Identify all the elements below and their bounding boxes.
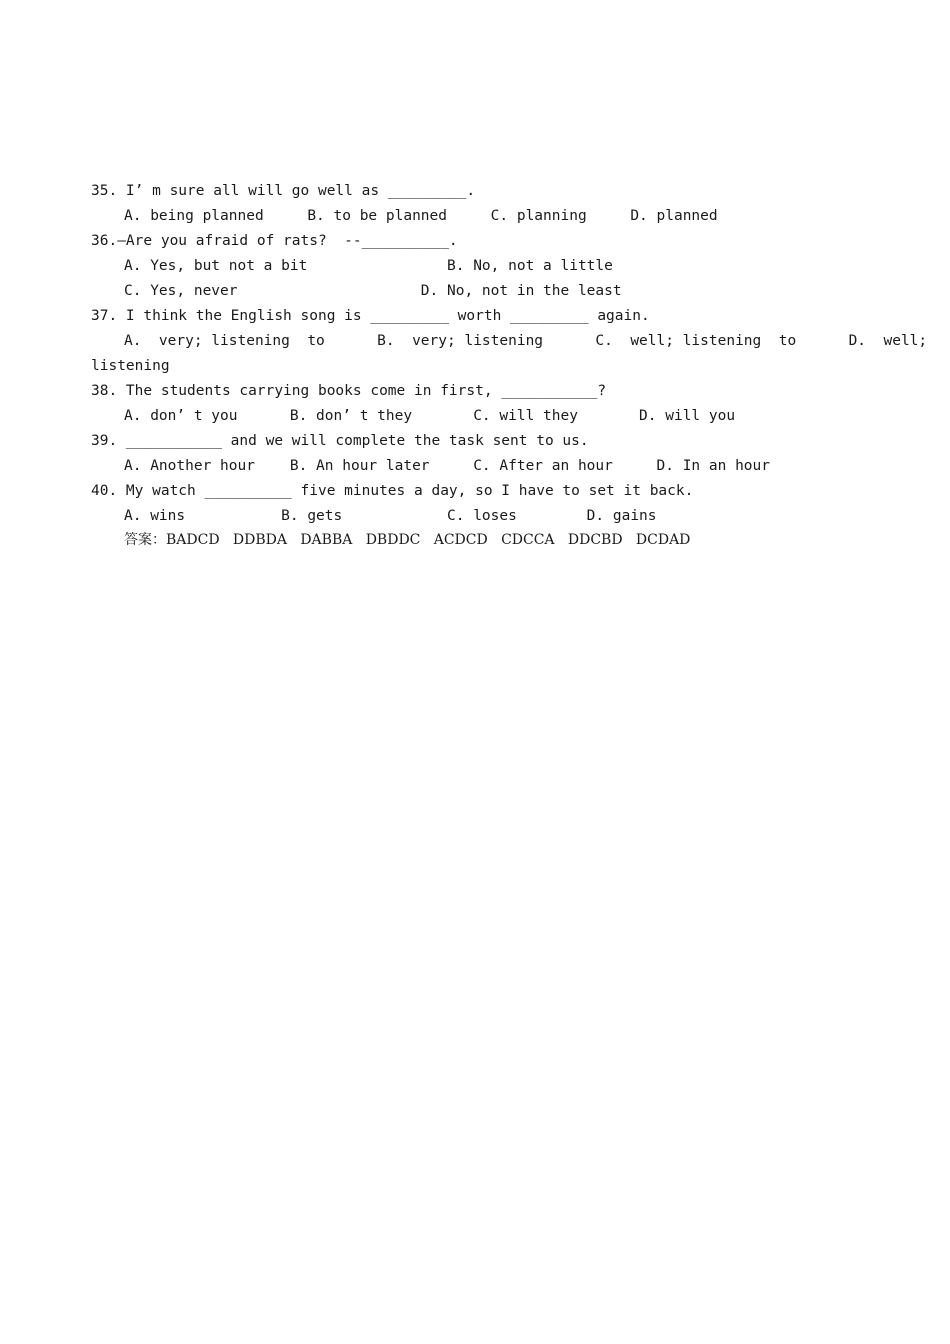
question-38-stem: 38. The students carrying books come in first, ___________? (91, 383, 607, 399)
question-37-options: A. very; listening to B. very; listening C. well; listening to D. well; (124, 333, 928, 349)
question-39-options: A. Another hour B. An hour later C. After an hour D. In an hour (124, 458, 771, 474)
question-37-options-wrap: listening (91, 358, 170, 374)
question-36-options-ab: A. Yes, but not a bit B. No, not a little (124, 258, 613, 274)
question-35-stem: 35. I’ m sure all will go well as _________. (91, 183, 476, 199)
question-35-options: A. being planned B. to be planned C. planning D. planned (124, 208, 718, 224)
answer-key: 答案：BADCD DDBDA DABBA DBDDC ACDCD CDCCA DDCBD DCDAD (124, 532, 691, 548)
question-36-stem: 36.—Are you afraid of rats? --__________. (91, 233, 458, 249)
question-36-options-cd: C. Yes, never D. No, not in the least (124, 283, 622, 299)
question-40-stem: 40. My watch __________ five minutes a day, so I have to set it back. (91, 483, 694, 499)
question-37-stem: 37. I think the English song is _________ worth _________ again. (91, 308, 650, 324)
question-38-options: A. don’ t you B. don’ t they C. will they D. will you (124, 408, 736, 424)
question-39-stem: 39. ___________ and we will complete the task sent to us. (91, 433, 589, 449)
question-40-options: A. wins B. gets C. loses D. gains (124, 508, 657, 524)
